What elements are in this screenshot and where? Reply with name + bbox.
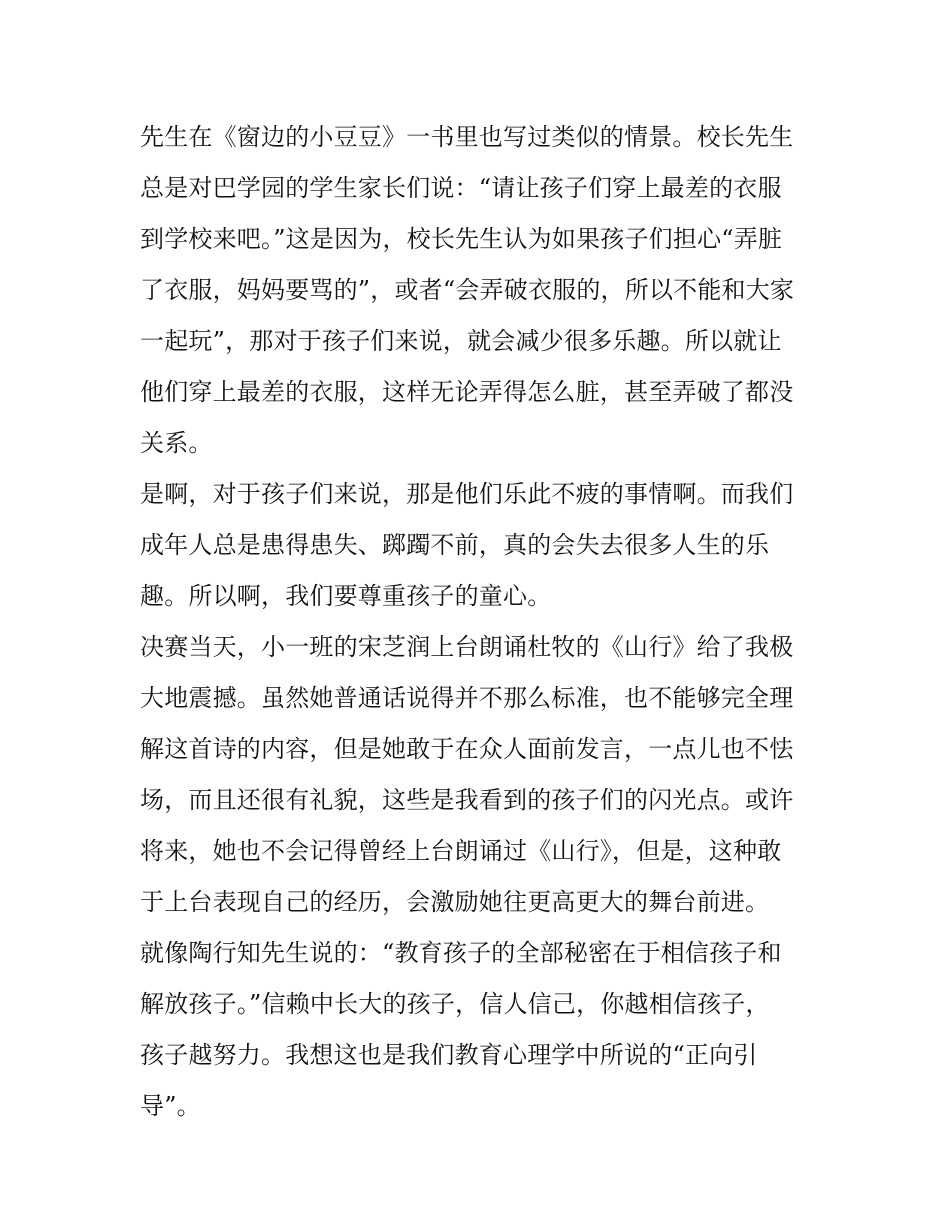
text-line: 一起玩”，那对于孩子们来说，就会减少很多乐趣。所以就让 [140, 327, 782, 355]
text-line: 解这首诗的内容，但是她敢于在众人面前发言，一点儿也不怯 [140, 735, 794, 763]
text-line: 是啊，对于孩子们来说，那是他们乐此不疲的事情啊。而我们 [140, 480, 794, 508]
text-line: 到学校来吧。”这是因为，校长先生认为如果孩子们担心“弄脏 [140, 225, 783, 253]
text-line: 就像陶行知先生说的：“教育孩子的全部秘密在于相信孩子和 [140, 939, 782, 967]
text-line: 大地震撼。虽然她普通话说得并不那么标准，也不能够完全理 [140, 684, 794, 712]
text-line: 他们穿上最差的衣服，这样无论弄得怎么脏，甚至弄破了都没 [140, 378, 794, 406]
text-line: 解放孩子。”信赖中长大的孩子，信人信己，你越相信孩子， [140, 990, 770, 1018]
text-line: 总是对巴学园的学生家长们说：“请让孩子们穿上最差的衣服 [140, 174, 782, 202]
text-line: 导”。 [140, 1092, 201, 1120]
text-line: 场，而且还很有礼貌，这些是我看到的孩子们的闪光点。或许 [140, 786, 794, 814]
text-line: 了衣服，妈妈要骂的”，或者“会弄破衣服的，所以不能和大家 [140, 276, 795, 304]
text-line: 关系。 [140, 429, 213, 457]
text-line: 成年人总是患得患失、踯躅不前，真的会失去很多人生的乐 [140, 531, 770, 559]
text-line: 将来，她也不会记得曾经上台朗诵过《山行》，但是，这种敢 [140, 837, 782, 865]
text-line: 孩子越努力。我想这也是我们教育心理学中所说的“正向引 [140, 1041, 758, 1069]
text-line: 于上台表现自己的经历，会激励她往更高更大的舞台前进。 [140, 888, 770, 916]
document-page [140, 112, 820, 1132]
text-line: 先生在《窗边的小豆豆》一书里也写过类似的情景。校长先生 [140, 123, 794, 151]
text-line: 趣。所以啊，我们要尊重孩子的童心。 [140, 582, 552, 610]
text-line: 决赛当天，小一班的宋芝润上台朗诵杜牧的《山行》给了我极 [140, 633, 794, 661]
